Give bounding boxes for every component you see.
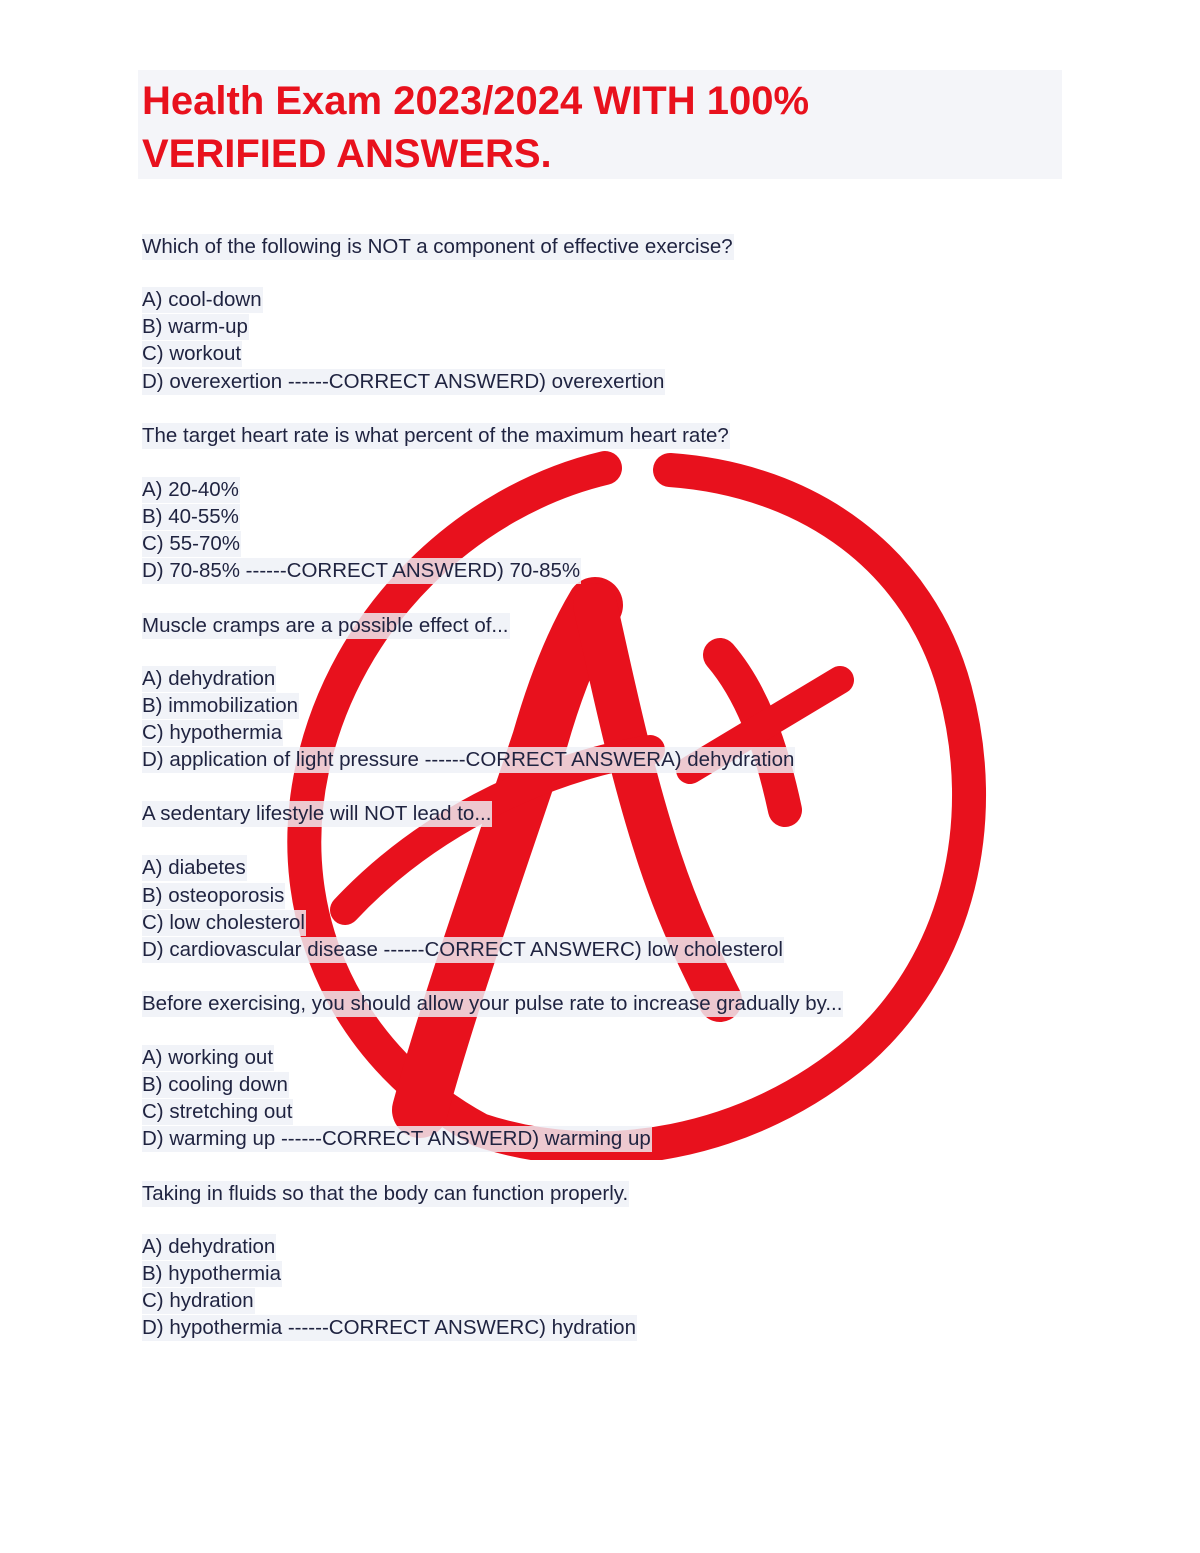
answer-option: C) stretching out — [142, 1100, 293, 1123]
answer-option: B) warm-up — [142, 315, 248, 338]
answer-option: B) osteoporosis — [142, 884, 285, 907]
answer-option-correct: D) overexertion ------CORRECT ANSWERD) overexertion — [142, 370, 665, 393]
answer-option: B) hypothermia — [142, 1262, 282, 1285]
answer-option: A) cool-down — [142, 288, 262, 311]
question-text: Muscle cramps are a possible effect of... — [142, 614, 509, 637]
answer-option: B) cooling down — [142, 1073, 288, 1096]
page-title-line-2: VERIFIED ANSWERS. — [142, 132, 552, 176]
page-title-line-1: Health Exam 2023/2024 WITH 100% — [142, 79, 810, 123]
answer-option-correct: D) application of light pressure ------CORRECT ANSWERA) dehydration — [142, 748, 795, 771]
question-text: The target heart rate is what percent of the maximum heart rate? — [142, 424, 729, 447]
answer-option: A) dehydration — [142, 1235, 276, 1258]
answer-option-correct: D) 70-85% ------CORRECT ANSWERD) 70-85% — [142, 559, 581, 582]
answer-option: C) workout — [142, 342, 242, 365]
question-text: A sedentary lifestyle will NOT lead to... — [142, 802, 492, 825]
answer-option: A) working out — [142, 1046, 274, 1069]
answer-option: C) low cholesterol — [142, 911, 305, 934]
answer-option: C) hypothermia — [142, 721, 283, 744]
answer-option-correct: D) warming up ------CORRECT ANSWERD) warming up — [142, 1127, 651, 1150]
answer-option: B) 40-55% — [142, 505, 239, 528]
answer-option: C) 55-70% — [142, 532, 240, 555]
answer-option: B) immobilization — [142, 694, 299, 717]
answer-option: A) diabetes — [142, 856, 246, 879]
answer-option-correct: D) cardiovascular disease ------CORRECT ANSWERC) low cholesterol — [142, 938, 783, 961]
answer-option: A) 20-40% — [142, 478, 239, 501]
answer-option: A) dehydration — [142, 667, 276, 690]
question-text: Taking in fluids so that the body can function properly. — [142, 1182, 629, 1205]
question-text: Before exercising, you should allow your pulse rate to increase gradually by... — [142, 992, 843, 1015]
answer-option: C) hydration — [142, 1289, 254, 1312]
question-text: Which of the following is NOT a component of effective exercise? — [142, 235, 733, 258]
answer-option-correct: D) hypothermia ------CORRECT ANSWERC) hydration — [142, 1316, 636, 1339]
